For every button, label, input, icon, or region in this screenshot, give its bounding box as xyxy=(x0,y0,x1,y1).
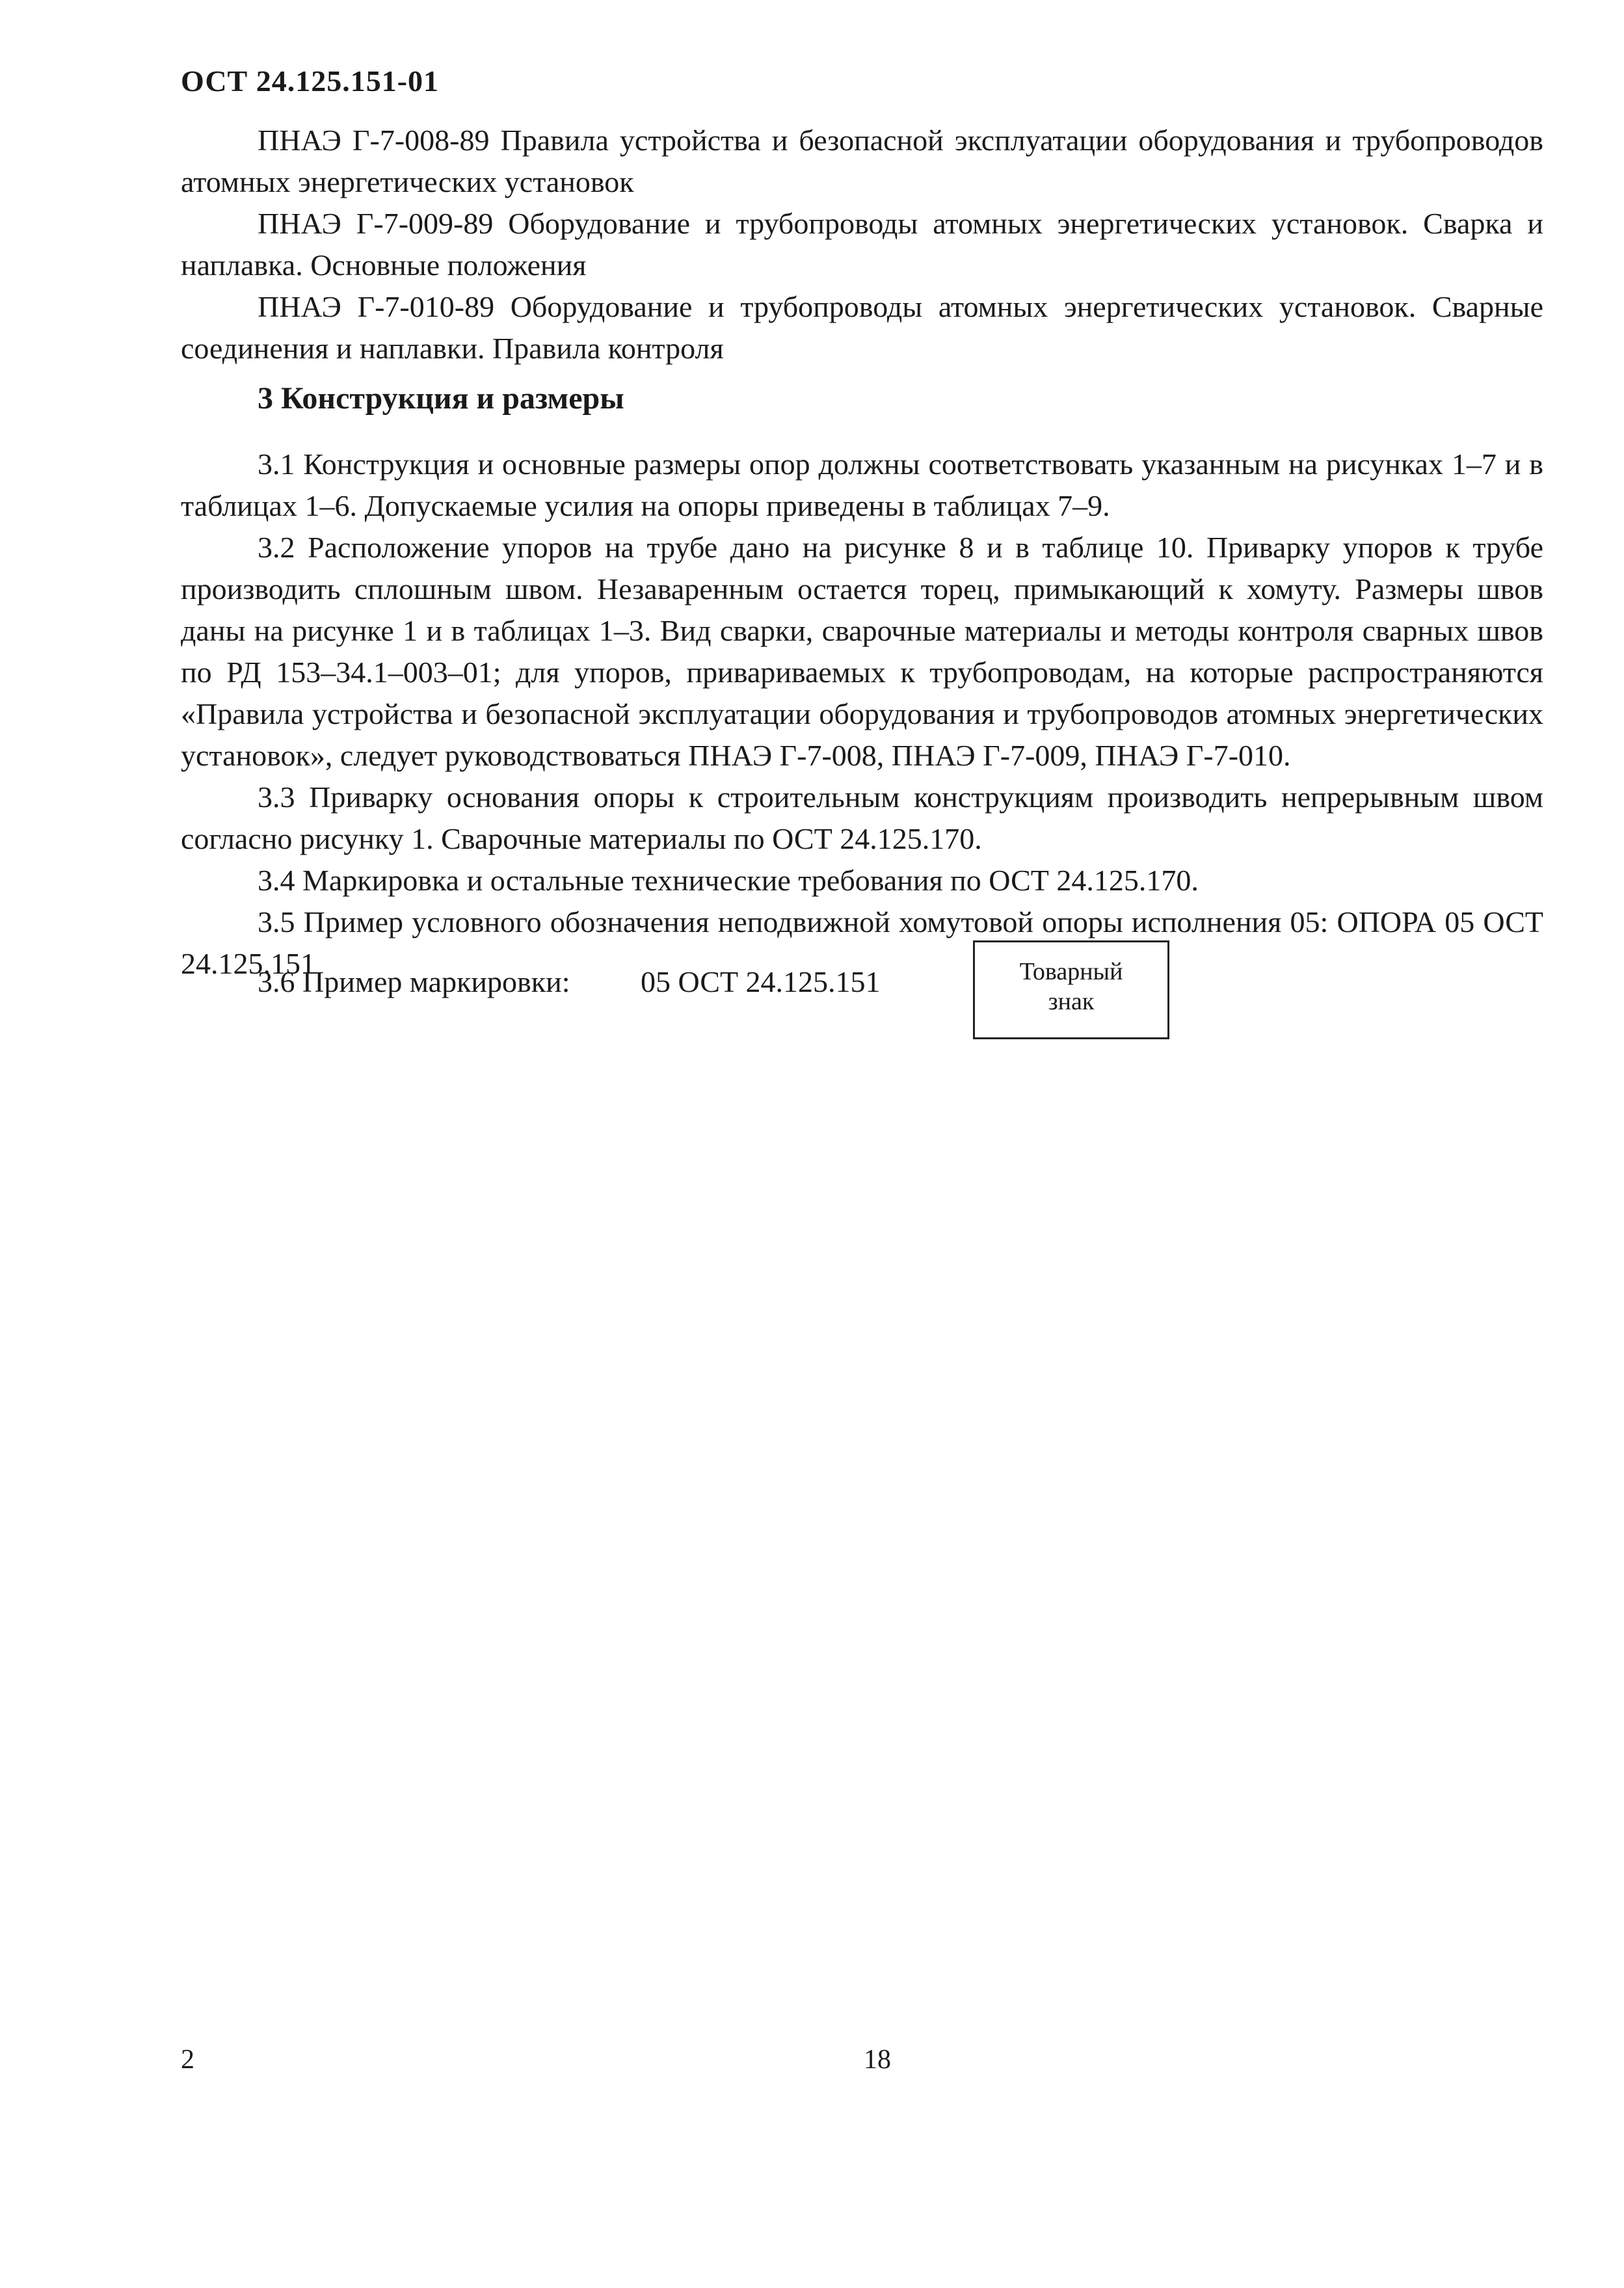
paragraph-3-2: 3.2 Расположение упоров на трубе дано на рисунке 8 и в таблице 10. Приварку упоров к трубе производить сплошным швом. Незаваренным остается торец, примыкающий к хомуту. Размеры швов даны на рисунке 1 и в таблицах 1–3. Вид сварки, сварочные материалы и методы контроля сварных швов по РД 153–34.1–003–01; для упоров, привариваемых к трубопроводам, на которые распространяются «Правила устройства и безопасной эксплуатации оборудования и трубопроводов атомных энергетических установок», следует руководствоваться ПНАЭ Г-7-008, ПНАЭ Г-7-009, ПНАЭ Г-7-010. xyxy=(181,531,1543,772)
document-code-header: ОСТ 24.125.151-01 xyxy=(181,64,440,98)
paragraph-3-5: 3.5 Пример условного обозначения неподвижной хомутовой опоры исполнения 05: ОПОРА 05 ОСТ 24.125.151 xyxy=(181,905,1543,980)
reference-item: ПНАЭ Г-7-010-89 Оборудование и трубопроводы атомных энергетических установок. Сварные соединения и наплавки. Правила контроля xyxy=(181,290,1543,365)
trademark-line-2: знак xyxy=(1048,988,1095,1015)
reference-item: ПНАЭ Г-7-009-89 Оборудование и трубопроводы атомных энергетических установок. Сварка и наплавка. Основные положения xyxy=(181,207,1543,282)
paragraph-3-4: 3.4 Маркировка и остальные технические требования по ОСТ 24.125.170. xyxy=(258,864,1199,897)
marking-value: 05 ОСТ 24.125.151 xyxy=(641,965,881,998)
footer-left-number: 2 xyxy=(181,2045,194,2075)
paragraph-3-3: 3.3 Приварку основания опоры к строительным конструкциям производить непрерывным швом согласно рисунку 1. Сварочные материалы по ОСТ 24.125.170. xyxy=(181,780,1543,855)
paragraph-3-1: 3.1 Конструкция и основные размеры опор должны соответствовать указанным на рисунках 1–7 и в таблицах 1–6. Допускаемые усилия на опоры приведены в таблицах 7–9. xyxy=(181,447,1543,522)
section-body xyxy=(181,444,1543,985)
reference-item: ПНАЭ Г-7-008-89 Правила устройства и безопасной эксплуатации оборудования и трубопроводов атомных энергетических установок xyxy=(181,124,1543,198)
section-title: 3 Конструкция и размеры xyxy=(258,381,624,416)
trademark-line-1: Товарный xyxy=(1019,958,1123,985)
trademark-box xyxy=(973,940,1169,1039)
page-number: 18 xyxy=(864,2045,891,2075)
marking-label: 3.6 Пример маркировки: xyxy=(258,965,570,998)
references-block xyxy=(181,120,1543,369)
